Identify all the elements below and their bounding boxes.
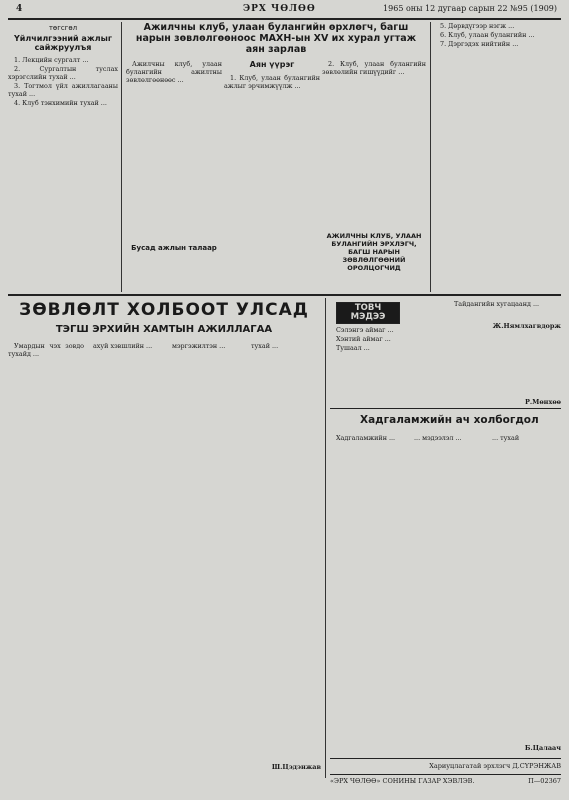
column-divider [430,22,431,292]
page-number: 4 [16,4,23,14]
news-item: Хэнтий аймаг ... [336,335,391,343]
section-rule [330,408,561,409]
editor-line [330,762,561,772]
hadgalamj-col-3 [486,434,561,734]
news-item: Сэлэнгэ аймаг ... [336,326,394,334]
article-paragraph: 1. Клуб, улаан булангийн ажлыг эрчимжүүлж ... [224,74,320,90]
main-col-3 [166,342,242,772]
top-center-col-1 [126,60,222,240]
top-left-column [8,56,118,286]
top-right-paragraph: 5. Дөрвдүгээр нэгж ... [440,22,515,30]
main-paragraph: Умардын чэх зовдо тухайд ... [8,342,84,358]
footer-rule [330,758,561,759]
top-center-headline: Ажилчны клуб, улаан булангийн өрхлөгч, багш нарын зөвлөлгөөноос МАХН-ын XV их хурал угтаж аян зарлав [135,22,417,55]
tovch-signature-2: Р.Мөнхөө [525,398,561,406]
hadgalamj-col-2 [408,434,482,754]
article-paragraph: Хадгаламжийн ... [336,434,396,442]
news-item: Тайдангийн хугацаанд ... [454,300,540,308]
main-col-1 [8,342,84,772]
date-line: 1965 оны 12 дугаар сарын 22 №95 (1909) [383,4,557,13]
tovch-right-column [448,300,561,380]
top-right-paragraph: 7. Дэргэдэх нийтийн ... [440,40,519,48]
hadgalamj-signature: Б.Цалаач [524,744,561,752]
article-paragraph: ... тухай [492,434,520,442]
top-center-col-2 [224,74,320,274]
top-center-subhead-1: Аян үүрэг [249,60,295,69]
masthead [8,4,561,20]
top-center-subhead-2: Бусад ажлын талаар [131,244,217,252]
section-rule [8,294,561,296]
main-signature: Ш.Цэдэнжав [271,763,321,771]
hadgalamj-headline: Хадгаламжийн ач холбогдол [360,414,539,426]
top-center-col-3 [322,60,426,210]
publisher-text: «ЭРХ ЧӨЛӨӨ» СОНИНЫ ГАЗАР ХЭВЛЭВ. [330,777,475,785]
print-code: П—02367 [528,777,561,785]
top-right-paragraph: 6. Клуб, улаан булангийн ... [440,31,535,39]
footer-rule [330,774,561,775]
tovch-signature-1: Ж.Нямлхагвдорж [492,322,561,330]
main-col-2 [87,342,163,772]
top-left-paragraph: 1. Лекцийн сургалт ... [14,56,89,64]
tovch-items [330,326,442,404]
main-paragraph: мэргэжилтэн ... [172,342,226,350]
hadgalamj-col-1 [330,434,404,754]
closing-signature: АЖИЛЧНЫ КЛУБ, УЛААН БУЛАНГИЙН ЭРХЛЭГЧ, БАГШ НАРЫН ЗӨВЛӨЛГӨӨНИЙ ОРОЛЦОГЧИД [326,232,422,272]
article-paragraph: ... мэдээлэл ... [414,434,462,442]
news-item: Тушаал ... [336,344,370,352]
paper-name: ЭРХ ЧӨЛӨӨ [243,4,316,14]
main-subheadline: ТЭГШ ЭРХИЙН ХАМТЫН АЖИЛЛАГАА [55,324,273,335]
top-left-paragraph: 3. Тогтмол үйл ажиллагааны тухай ... [8,82,118,98]
column-divider [325,298,326,778]
tovch-badge: ТОВЧ МЭДЭЭ [350,303,386,322]
article-paragraph: 2. Клуб, улаан булангийн зөвлөлийн гишүүдийг ... [322,60,426,76]
main-col-4 [245,342,321,762]
column-divider [121,22,122,292]
article-paragraph: Ажилчны клуб, улаан булангийн ажилтны зөвлөлгөөнөөс ... [126,60,222,84]
top-left-paragraph: 4. Клуб тэнхимийн тухай ... [14,99,107,107]
main-headline: ЗӨВЛӨЛТ ХОЛБООТ УЛСАД [19,300,309,320]
top-right-column [434,22,561,287]
tovch-badge-box [336,302,400,324]
editor-name: Хариуцлагатай эрхлэгч Д.СҮРЭНЖАВ [429,762,561,770]
top-left-heading: Үйлчилгээний ажлыг сайжруулъя [13,34,113,52]
continuation-label: төгсгөл [48,24,78,32]
main-paragraph: тухай ... [251,342,279,350]
top-left-paragraph: 2. Сургалтын туслах хэрэгслийн тухай ... [8,65,118,81]
main-paragraph: ахуй хэвшлийн ... [93,342,153,350]
publisher-line [330,777,561,787]
